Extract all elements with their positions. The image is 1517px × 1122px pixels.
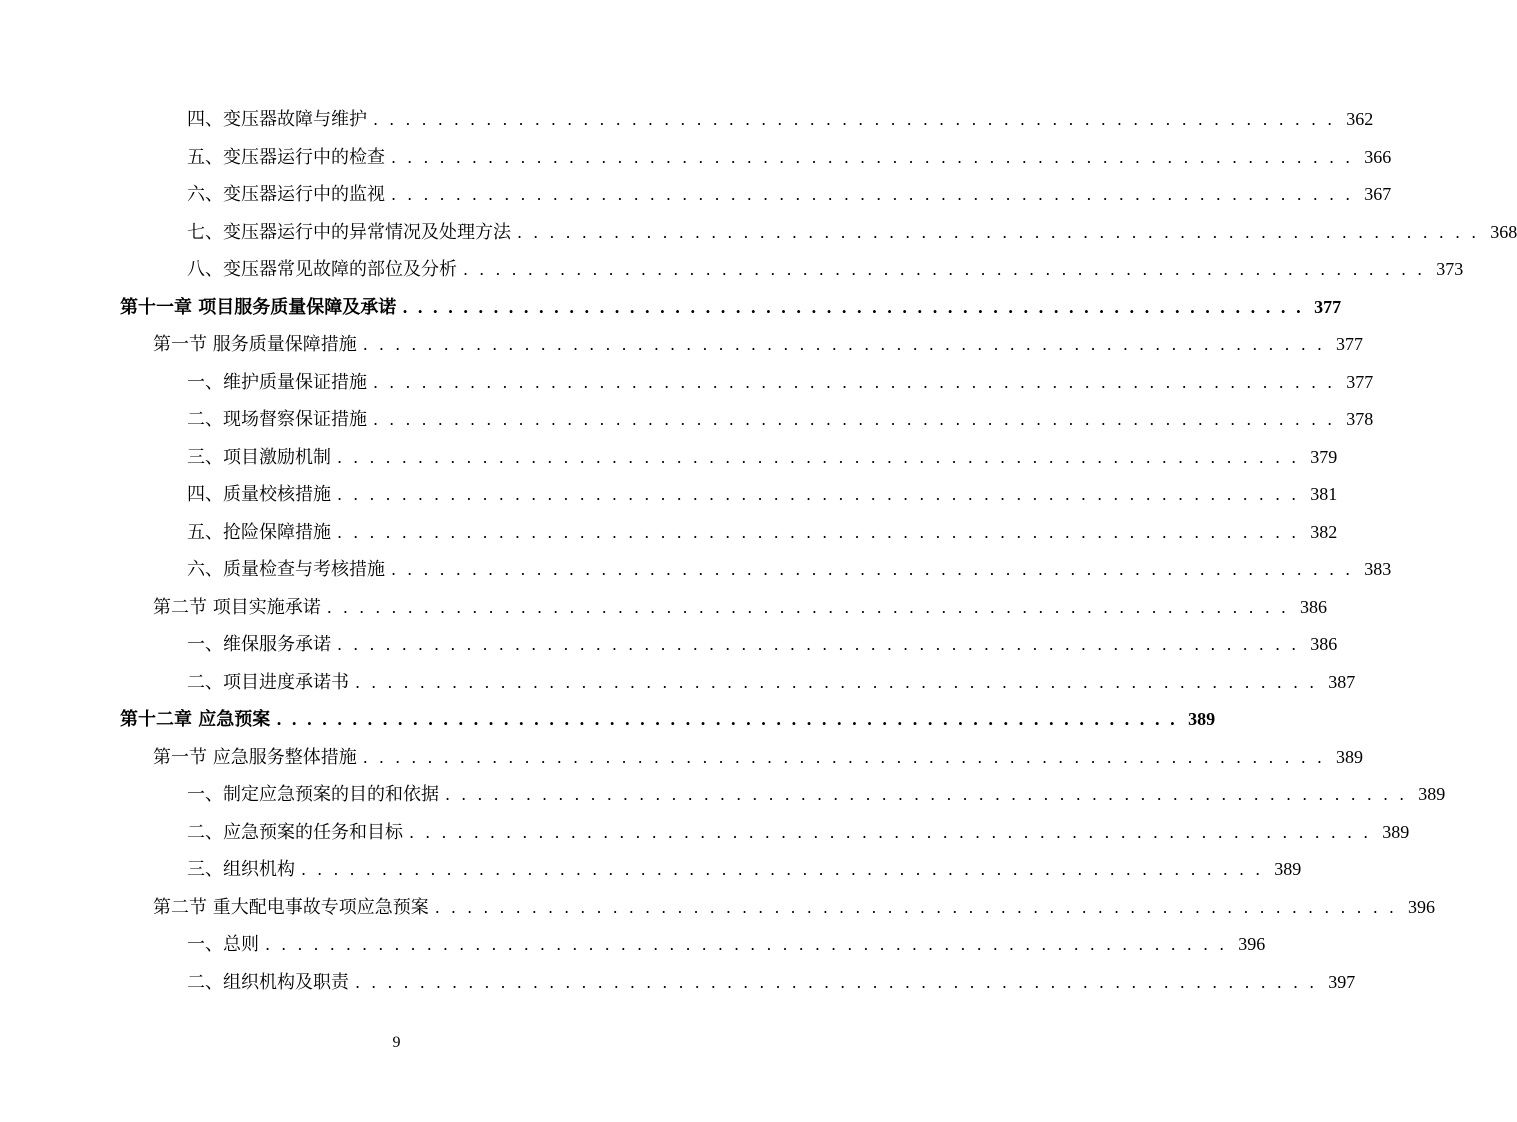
toc-subsection-entry[interactable]: [0, 476, 1338, 514]
toc-entry-title: 三、项目激励机制: [187, 446, 331, 468]
toc-subsection-entry[interactable]: [0, 176, 1392, 214]
page-number: 9: [392, 1034, 401, 1051]
toc-entry-page: 396: [1238, 934, 1266, 954]
toc-subsection-entry[interactable]: [0, 814, 1410, 852]
toc-leader-dots: . . . . . . . . . . . . . . . . . . . . . . . . . . . . . . . . . . . . . . . . . . . . . . . . . . . . . . . . . . . .: [434, 897, 1397, 917]
toc-leader-dots: . . . . . . . . . . . . . . . . . . . . . . . . . . . . . . . . . . . . . . . . . . . . . . . . . . . . . . . . . . . .: [301, 860, 1264, 879]
toc-entry-title: 六、变压器运行中的监视: [187, 184, 385, 205]
toc-entry-page: 397: [1328, 971, 1356, 992]
toc-subsection-entry[interactable]: [0, 401, 1374, 439]
toc-subsection-entry[interactable]: [0, 101, 1374, 139]
toc-leader-dots: . . . . . . . . . . . . . . . . . . . . . . . . . . . . . . . . . . . . . . . . . . . . . . . . . . . . . . . . . . . .: [355, 672, 1318, 692]
toc-entry-page: 379: [1310, 446, 1338, 467]
toc-leader-dots: . . . . . . . . . . . . . . . . . . . . . . . . . . . . . . . . . . . . . . . . . . . . . . . . . . . . . . . . . . . .: [373, 110, 1336, 129]
toc-leader-dots: . . . . . . . . . . . . . . . . . . . . . . . . . . . . . . . . . . . . . . . . . . . . . . . . . . . . . . . . . . . .: [337, 522, 1300, 542]
toc-section-entry[interactable]: [0, 739, 1363, 777]
toc-leader-dots: . . . . . . . . . . . . . . . . . . . . . . . . . . . . . . . . . . . . . . . . . . . . . . . . . . . . . . . . . . . .: [326, 597, 1289, 617]
toc-subsection-entry[interactable]: [0, 926, 1266, 964]
toc-entry-page: 386: [1310, 634, 1338, 654]
toc-entry-page: 389: [1382, 821, 1410, 842]
toc-entry-page: 386: [1299, 596, 1327, 617]
toc-entry-title: 第十一章 项目服务质量保障及承诺: [120, 296, 397, 318]
toc-leader-dots: . . . . . . . . . . . . . . . . . . . . . . . . . . . . . . . . . . . . . . . . . . . . . . . . . . . . . . . . . . . .: [265, 935, 1228, 954]
toc-entry-page: 362: [1346, 109, 1374, 129]
toc-entry-title: 一、维护质量保证措施: [187, 371, 367, 393]
toc-entry-page: 389: [1335, 746, 1363, 767]
toc-subsection-entry[interactable]: [0, 251, 1464, 289]
toc-entry-title: 四、变压器故障与维护: [187, 109, 367, 130]
toc-subsection-entry[interactable]: [0, 776, 1446, 814]
toc-leader-dots: . . . . . . . . . . . . . . . . . . . . . . . . . . . . . . . . . . . . . . . . . . . . . . . . . . . . . . . . . . . .: [373, 372, 1336, 392]
toc-leader-dots: . . . . . . . . . . . . . . . . . . . . . . . . . . . . . . . . . . . . . . . . . . . . . . . . . . . . . . . . . . . .: [276, 710, 1178, 729]
toc-leader-dots: . . . . . . . . . . . . . . . . . . . . . . . . . . . . . . . . . . . . . . . . . . . . . . . . . . . . . . . . . . . .: [409, 822, 1372, 842]
toc-entry-title: 五、变压器运行中的检查: [187, 146, 385, 168]
toc-subsection-entry[interactable]: [0, 139, 1392, 177]
toc-entry-page: 396: [1407, 896, 1435, 917]
toc-entry-title: 第十二章 应急预案: [120, 709, 271, 730]
toc-entry-page: 377: [1346, 371, 1374, 392]
table-of-contents: [0, 101, 1517, 1001]
toc-entry-title: 二、现场督察保证措施: [187, 409, 367, 430]
toc-entry-page: 367: [1364, 184, 1392, 204]
toc-subsection-entry[interactable]: [0, 364, 1374, 402]
toc-subsection-entry[interactable]: [0, 214, 1517, 252]
toc-entry-title: 一、总则: [187, 934, 259, 955]
toc-entry-page: 368: [1490, 221, 1517, 242]
toc-leader-dots: . . . . . . . . . . . . . . . . . . . . . . . . . . . . . . . . . . . . . . . . . . . . . . . . . . . . . . . . . . . .: [517, 222, 1480, 242]
toc-subsection-entry[interactable]: [0, 514, 1338, 552]
toc-leader-dots: . . . . . . . . . . . . . . . . . . . . . . . . . . . . . . . . . . . . . . . . . . . . . . . . . . . . . . . . . . . .: [355, 972, 1318, 992]
toc-leader-dots: . . . . . . . . . . . . . . . . . . . . . . . . . . . . . . . . . . . . . . . . . . . . . . . . . . . . . . . . . . . .: [402, 297, 1304, 317]
toc-entry-title: 第一节 应急服务整体措施: [153, 746, 357, 768]
toc-entry-title: 七、变压器运行中的异常情况及处理方法: [187, 221, 511, 243]
toc-section-entry[interactable]: [0, 326, 1363, 364]
toc-entry-page: 373: [1436, 259, 1464, 279]
toc-subsection-entry[interactable]: [0, 551, 1392, 589]
toc-chapter-entry[interactable]: [0, 289, 1342, 327]
toc-entry-title: 二、项目进度承诺书: [187, 671, 349, 693]
toc-entry-title: 六、质量检查与考核措施: [187, 559, 385, 580]
toc-leader-dots: . . . . . . . . . . . . . . . . . . . . . . . . . . . . . . . . . . . . . . . . . . . . . . . . . . . . . . . . . . . .: [391, 560, 1354, 579]
toc-subsection-entry[interactable]: [0, 439, 1338, 477]
toc-leader-dots: . . . . . . . . . . . . . . . . . . . . . . . . . . . . . . . . . . . . . . . . . . . . . . . . . . . . . . . . . . . .: [337, 485, 1300, 504]
toc-entry-page: 389: [1274, 859, 1302, 879]
toc-entry-page: 382: [1310, 521, 1338, 542]
toc-leader-dots: . . . . . . . . . . . . . . . . . . . . . . . . . . . . . . . . . . . . . . . . . . . . . . . . . . . . . . . . . . . .: [337, 447, 1300, 467]
toc-entry-title: 第一节 服务质量保障措施: [153, 334, 357, 355]
toc-entry-page: 387: [1328, 671, 1356, 692]
toc-entry-title: 八、变压器常见故障的部位及分析: [187, 259, 457, 280]
toc-entry-title: 二、组织机构及职责: [187, 971, 349, 993]
toc-entry-page: 389: [1418, 784, 1446, 804]
toc-section-entry[interactable]: [0, 589, 1327, 627]
toc-entry-page: 381: [1310, 484, 1338, 504]
toc-entry-title: 一、维保服务承诺: [187, 634, 331, 655]
toc-entry-title: 第二节 重大配电事故专项应急预案: [153, 896, 429, 918]
toc-leader-dots: . . . . . . . . . . . . . . . . . . . . . . . . . . . . . . . . . . . . . . . . . . . . . . . . . . . . . . . . . . . .: [362, 747, 1325, 767]
toc-leader-dots: . . . . . . . . . . . . . . . . . . . . . . . . . . . . . . . . . . . . . . . . . . . . . . . . . . . . . . . . . . . .: [362, 335, 1325, 354]
toc-leader-dots: . . . . . . . . . . . . . . . . . . . . . . . . . . . . . . . . . . . . . . . . . . . . . . . . . . . . . . . . . . . .: [373, 410, 1336, 429]
toc-leader-dots: . . . . . . . . . . . . . . . . . . . . . . . . . . . . . . . . . . . . . . . . . . . . . . . . . . . . . . . . . . . .: [463, 260, 1426, 279]
toc-subsection-entry[interactable]: [0, 851, 1302, 889]
toc-entry-title: 五、抢险保障措施: [187, 521, 331, 543]
toc-entry-page: 389: [1188, 709, 1216, 729]
toc-entry-page: 383: [1364, 559, 1392, 579]
toc-entry-page: 366: [1364, 146, 1392, 167]
toc-entry-title: 第二节 项目实施承诺: [153, 596, 321, 618]
toc-entry-page: 377: [1314, 296, 1342, 317]
toc-leader-dots: . . . . . . . . . . . . . . . . . . . . . . . . . . . . . . . . . . . . . . . . . . . . . . . . . . . . . . . . . . . .: [445, 785, 1408, 804]
toc-subsection-entry[interactable]: [0, 664, 1356, 702]
toc-entry-title: 一、制定应急预案的目的和依据: [187, 784, 439, 805]
toc-entry-title: 四、质量校核措施: [187, 484, 331, 505]
toc-entry-title: 二、应急预案的任务和目标: [187, 821, 403, 843]
toc-leader-dots: . . . . . . . . . . . . . . . . . . . . . . . . . . . . . . . . . . . . . . . . . . . . . . . . . . . . . . . . . . . .: [391, 185, 1354, 204]
toc-section-entry[interactable]: [0, 889, 1435, 927]
toc-leader-dots: . . . . . . . . . . . . . . . . . . . . . . . . . . . . . . . . . . . . . . . . . . . . . . . . . . . . . . . . . . . .: [337, 635, 1300, 654]
toc-subsection-entry[interactable]: [0, 626, 1338, 664]
toc-leader-dots: . . . . . . . . . . . . . . . . . . . . . . . . . . . . . . . . . . . . . . . . . . . . . . . . . . . . . . . . . . . .: [391, 147, 1354, 167]
toc-entry-title: 三、组织机构: [187, 859, 295, 880]
toc-entry-page: 377: [1335, 334, 1363, 354]
toc-subsection-entry[interactable]: [0, 964, 1356, 1002]
toc-entry-page: 378: [1346, 409, 1374, 429]
toc-chapter-entry[interactable]: [0, 701, 1216, 739]
